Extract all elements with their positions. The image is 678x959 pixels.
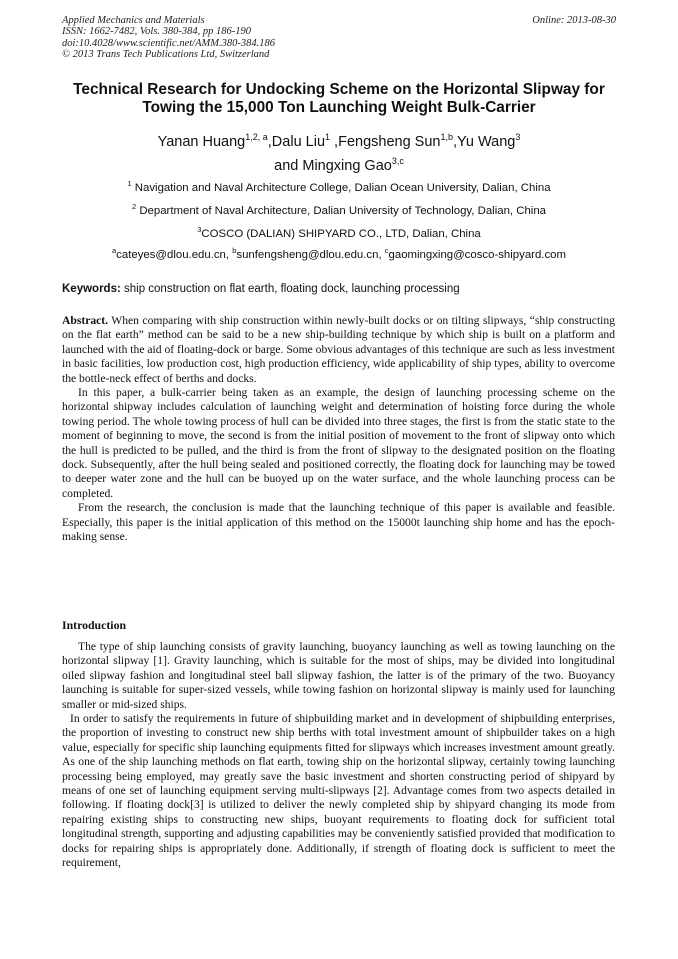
author-sup: 3,c (391, 156, 404, 166)
affiliation-1 (50, 181, 628, 195)
copyright-line: © 2013 Trans Tech Publications Ltd, Switzerland (62, 49, 270, 61)
email-text: gaomingxing@cosco-shipyard.com (388, 249, 566, 261)
paper-title: Technical Research for Undocking Scheme on the Horizontal Slipway for Towing the 15,000 Ton Launching Weight Bulk-Carrier (73, 81, 605, 116)
affiliation-sup: 1 (127, 179, 132, 188)
author-sup: 3 (515, 132, 521, 142)
email-sup: b (232, 246, 237, 255)
author-name: ,Dalu Liu (267, 134, 326, 150)
author-list (50, 130, 628, 178)
author-line-1 (50, 130, 628, 154)
keywords (62, 282, 618, 296)
journal-header (62, 15, 275, 61)
abstract-paragraph-2: In this paper, a bulk-carrier being taken as an example, the design of launching processing scheme on the horizontal shipway includes calculation of launching weight and determination of hoisting force during the whole towing period. The whole towing process of hull can be divided into three stages, the first is from the static state to the moment of beginning to move, the second is from the initial position of movement to the front of slipway onto which the hull is predicted to be pulled, and the third is from the front of slipway to the designated position on the floating dock. Subsequently, after the hull being sealed and positioned correctly, the floating dock for launching may be towed to deeper water zone and the hull can be buoyed up on the water surface, and the whole launching process can be completed. (62, 386, 615, 500)
abstract-paragraph-3: From the research, the conclusion is made that the launching technique of this paper is available and feasible. Especially, this paper is the initial application of this method on the 15000t launching ship home and has the epoch-making sense. (62, 501, 615, 544)
email-sup: a (112, 246, 117, 255)
affiliation-text: COSCO (DALIAN) SHIPYARD CO., LTD, Dalian, China (201, 228, 481, 240)
intro-paragraph-1: The type of ship launching consists of gravity launching, buoyancy launching as well as towing launching on the horizontal slipway [1]. Gravity launching, which is suitable for the most of ships, may be divided into longitudinal oiled slipway fashion and longitudinal steel ball slipway fashion, the latter is of the primary of the two. Buoyancy launching is suitable for super-sized vessels, while towing fashion on horizontal slipway is mainly used for launching smaller or mid-sized ships. (62, 640, 615, 711)
affiliation-sup: 3 (197, 225, 202, 234)
abstract-paragraph-1 (62, 314, 615, 386)
author-sup: 1 (325, 132, 331, 142)
author-name: ,Fengsheng Sun (330, 134, 441, 150)
online-date: Online: 2013-08-30 (532, 15, 616, 26)
doi-line: doi:10.4028/www.scientific.net/AMM.380-384.186 (62, 37, 275, 49)
author-line-2 (50, 154, 628, 178)
abstract (62, 314, 615, 545)
abstract-label: Abstract. (62, 314, 109, 327)
affiliation-sup: 2 (131, 202, 137, 211)
keywords-text: ship construction on flat earth, floating dock, launching processing (120, 283, 460, 295)
affiliation-3 (50, 227, 628, 241)
abstract-text: When comparing with ship construction within newly-built docks or on tilting slipways, “ship constructing on the flat earth” method can be said to be a new ship-building technique by which ship is built on a platform and launched with the aid of floating-dock or barge. Some obvious advantages of this technique are such as less investment in basic facilities, low production cost, high production efficiency, wide applicability of ship types, ability to overcome the bottle-neck effect of berths and docks. (62, 314, 615, 385)
author-sup: 1,2, a (245, 132, 268, 142)
author-name: and Mingxing Gao (274, 158, 392, 174)
email-text: cateyes@dlou.edu.cn, (116, 249, 233, 261)
author-sup: 1,b (440, 132, 453, 142)
affiliation-2 (50, 204, 628, 218)
journal-name: Applied Mechanics and Materials (62, 15, 205, 26)
issn-line: ISSN: 1662-7482, Vols. 380-384, pp 186-190 (62, 26, 251, 38)
email-sup: c (384, 246, 389, 255)
author-name: ,Yu Wang (453, 134, 516, 150)
author-name: Yanan Huang (157, 134, 246, 150)
section-heading-introduction: Introduction (62, 618, 127, 632)
intro-paragraph-2: In order to satisfy the requirements in future of shipbuilding market and in development of shipbuilding enterprises, the proportion of investing to construct new ship berths with total investment amount of shipbuilder takes on a high value, especially for specific ship launching equipments fitted for slipways which increases investment amount greatly. As one of the ship launching methods on flat earth, towing ship on the horizontal slipway, certainly towing launching processing being employed, may greatly save the basic investment and shorten constructing period of shipyard by means of one set of launching equipment serving multi-slipways [2]. Advantage comes from two aspects detailed in following. If floating dock[3] is utilized to deliver the newly completed ship by shipyard changing its mode from repairing existing ships to constructing new ships, buoyant requirements to floating dock for sufficient total longitudinal strength, supporting and adjusting capabilities may be conveniently satisfied provided that modification to docks for repairing ships is appropriately done. Additionally, if strength of floating dock is sufficient to meet the requirement, (62, 712, 615, 870)
keywords-label: Keywords: (62, 283, 121, 295)
introduction-body (62, 640, 615, 871)
affiliation-text: Department of Naval Architecture, Dalian University of Technology, Dalian, China (136, 205, 546, 217)
email-text: sunfengsheng@dlou.edu.cn, (236, 249, 385, 261)
author-emails (50, 248, 628, 262)
affiliation-text: Navigation and Naval Architecture College, Dalian Ocean University, Dalian, China (131, 182, 551, 194)
